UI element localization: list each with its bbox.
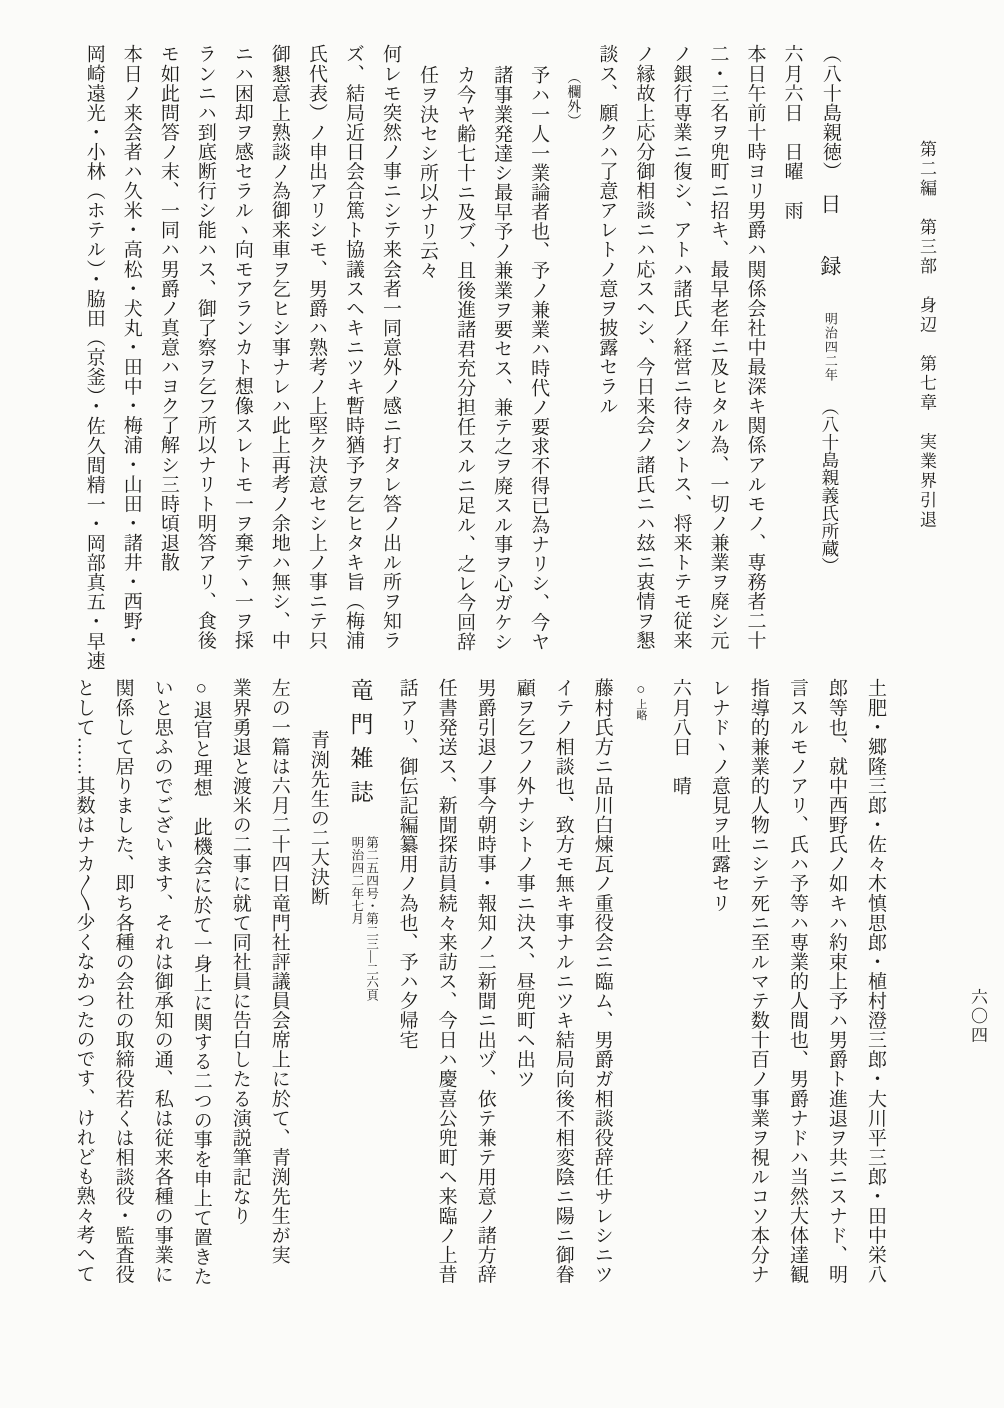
diary-line: 氏代表）ノ申出アリシモ、男爵ハ熟考ノ上堅ク決意セシ上ノ事ニテ只 bbox=[305, 44, 327, 651]
diary-author: （八十島親徳） bbox=[819, 44, 841, 181]
ryumon-line: ○退官と理想 此機会に於て一身上に関する二つの事を申上て置きた bbox=[190, 678, 212, 1287]
diary-date-jun8: 六月八日 晴 bbox=[669, 678, 691, 796]
diary-title: 日 録 bbox=[817, 192, 842, 286]
diary-line: 男爵引退ノ事今朝時事・報知ノ二新聞ニ出ヅ、依テ兼テ用意ノ諸方辞 bbox=[474, 678, 496, 1285]
diary-line: 土肥・郷隆三郎・佐々木慎思郎・植村澄三郎・大川平三郎・田中栄八 bbox=[865, 678, 886, 1285]
diary-line: レナドヽノ意見ヲ吐露セリ bbox=[708, 678, 730, 913]
margin-note-line: 任ヲ決セシ所以ナリ云々 bbox=[417, 65, 439, 281]
margin-note-line: 予ハ一人一業論者也、予ノ兼業ハ時代ノ要求不得已為ナリシ、今ヤ bbox=[528, 65, 550, 652]
margin-note-label: （欄外） bbox=[565, 70, 581, 129]
ryumon-line: として……其数はナカ〳〵少くなかつたのです、けれども熟々考へて bbox=[73, 678, 95, 1284]
diary-line: 話アリ、御伝記編纂用ノ為也、予ハ夕帰宅 bbox=[396, 678, 418, 1050]
diary-line: 顧ヲ乞フノ外ナシトノ事ニ決ス、昼兜町ヘ出ツ bbox=[513, 678, 535, 1089]
upper-text-block bbox=[68, 44, 937, 670]
diary-line: ランニハ到底断行シ能ハス、御了察ヲ乞フ所以ナリト明答アリ、食後 bbox=[194, 44, 216, 651]
diary-line: ノ銀行専業ニ復シ、アトハ諸氏ノ経営ニ待タントス、将来トテモ従来 bbox=[670, 44, 692, 651]
ryumon-title-column bbox=[346, 678, 379, 1314]
omission-mark-column bbox=[630, 678, 652, 1314]
diary-line: 御懇意上熟談ノ為御来車ヲ乞ヒシ事ナレハ此上再考ノ余地ハ無シ、中 bbox=[268, 44, 290, 651]
diary-line: 本日午前十時ヨリ男爵ハ関係会社中最深キ関係アルモノ、専務者二十 bbox=[744, 44, 766, 651]
diary-line: 何レモ突然ノ事ニシテ来会者一同意外ノ感ニ打タレ答ノ出ル所ヲ知ラ bbox=[380, 44, 401, 651]
diary-line: 談ス、願クハ了意アレトノ意ヲ披露セラル bbox=[596, 44, 618, 416]
diary-line: モ如此問答ノ末、一同ハ男爵ノ真意ハヨク了解シ三時頃退散 bbox=[157, 44, 179, 572]
diary-date-jun6: 六月六日 日曜 雨 bbox=[781, 44, 803, 220]
margin-note-line: 諸事業発達シ最早予ノ兼業ヲ要セス、兼テ之ヲ廃スル事ヲ心ガケシ bbox=[491, 65, 513, 652]
diary-title-column bbox=[818, 44, 842, 670]
diary-line: イテノ相談也、致方モ無キ事ナルニツキ結局向後不相変陰ニ陽ニ御眷 bbox=[552, 678, 574, 1285]
ryumon-issue-pages: 第二五四号・第二三―二六頁 bbox=[364, 836, 379, 1002]
diary-line: 任書発送ス、新聞探訪員続々来訪ス、今日ハ慶喜公兜町ヘ来臨ノ上昔 bbox=[435, 678, 457, 1285]
ryumon-issue-annotation bbox=[349, 836, 379, 1001]
diary-line: 言スルモノアリ、氏ハ予等ハ専業的人間也、男爵ナドハ当然大体達観 bbox=[786, 678, 808, 1285]
diary-title-source: （八十島親義氏所蔵） bbox=[819, 397, 840, 575]
lower-text-block bbox=[56, 678, 886, 1314]
page-number: 六〇四 bbox=[968, 988, 987, 1045]
ryumon-subtitle: 青渕先生の二大決断 bbox=[307, 730, 329, 906]
diary-line: 指導的兼業的人物ニシテ死ニ至ルマテ数十百ノ事業ヲ視ルコソ本分ナ bbox=[747, 678, 769, 1285]
diary-line: 本日ノ来会者ハ久米・高松・犬丸・田中・梅浦・山田・諸井・西野・ bbox=[120, 44, 142, 651]
diary-title-year: 明治四二年 bbox=[822, 311, 838, 382]
diary-line: ニハ困却ヲ感セラルヽ向モアランカト想像スレトモ一ヲ棄テヽ一ヲ採 bbox=[231, 44, 253, 651]
diary-line: 岡崎遠光・小林（ホテル）・脇田（京釜）・佐久間精一・岡部真五・早速 bbox=[83, 44, 105, 671]
omission-circle-mark: ○ bbox=[632, 682, 649, 699]
running-head: 第二編 第三部 身辺 第七章 実業界引退 bbox=[917, 140, 936, 530]
diary-line: 藤村氏方ニ品川白煉瓦ノ重役会ニ臨ム、男爵ガ相談役辞任サレシニツ bbox=[591, 678, 613, 1285]
ryumon-line: いと思ふのでございます、それは御承知の通、私は従来各種の事業に bbox=[151, 678, 173, 1285]
ryumon-title: 竜門雑誌 bbox=[347, 678, 373, 814]
diary-line: 郎等也、就中西野氏ノ如キハ約束上予ハ男爵ト進退ヲ共ニスナド、明 bbox=[825, 678, 847, 1285]
omission-note: 上略 bbox=[634, 698, 647, 721]
margin-note-line: カ今ヤ齢七十ニ及ブ、且後進諸君充分担任スルニ足ル、之レ今回辞 bbox=[454, 65, 476, 652]
diary-line: ズ、結局近日会合篤ト協議スヘキニツキ暫時猶予ヲ乞ヒタキ旨（梅浦 bbox=[342, 44, 364, 651]
ryumon-line: 業界勇退と渡米の二事に就て同社員に告白したる演説筆記なり bbox=[229, 678, 251, 1226]
diary-line: ノ縁故上応分御相談ニハ応スヘシ、今日来会ノ諸氏ニハ玆ニ衷情ヲ懇 bbox=[633, 44, 655, 651]
ryumon-issue-date: 明治四二年七月 bbox=[349, 836, 364, 925]
diary-line: 二・三名ヲ兜町ニ招キ、最早老年ニ及ヒタル為、一切ノ兼業ヲ廃シ元 bbox=[707, 44, 729, 651]
ryumon-line: 左の一篇は六月二十四日竜門社評議員会席上に於て、青渕先生が実 bbox=[268, 678, 290, 1265]
ryumon-line: 関係して居りました、即ち各種の会社の取締役若くは相談役・監査役 bbox=[112, 678, 134, 1285]
